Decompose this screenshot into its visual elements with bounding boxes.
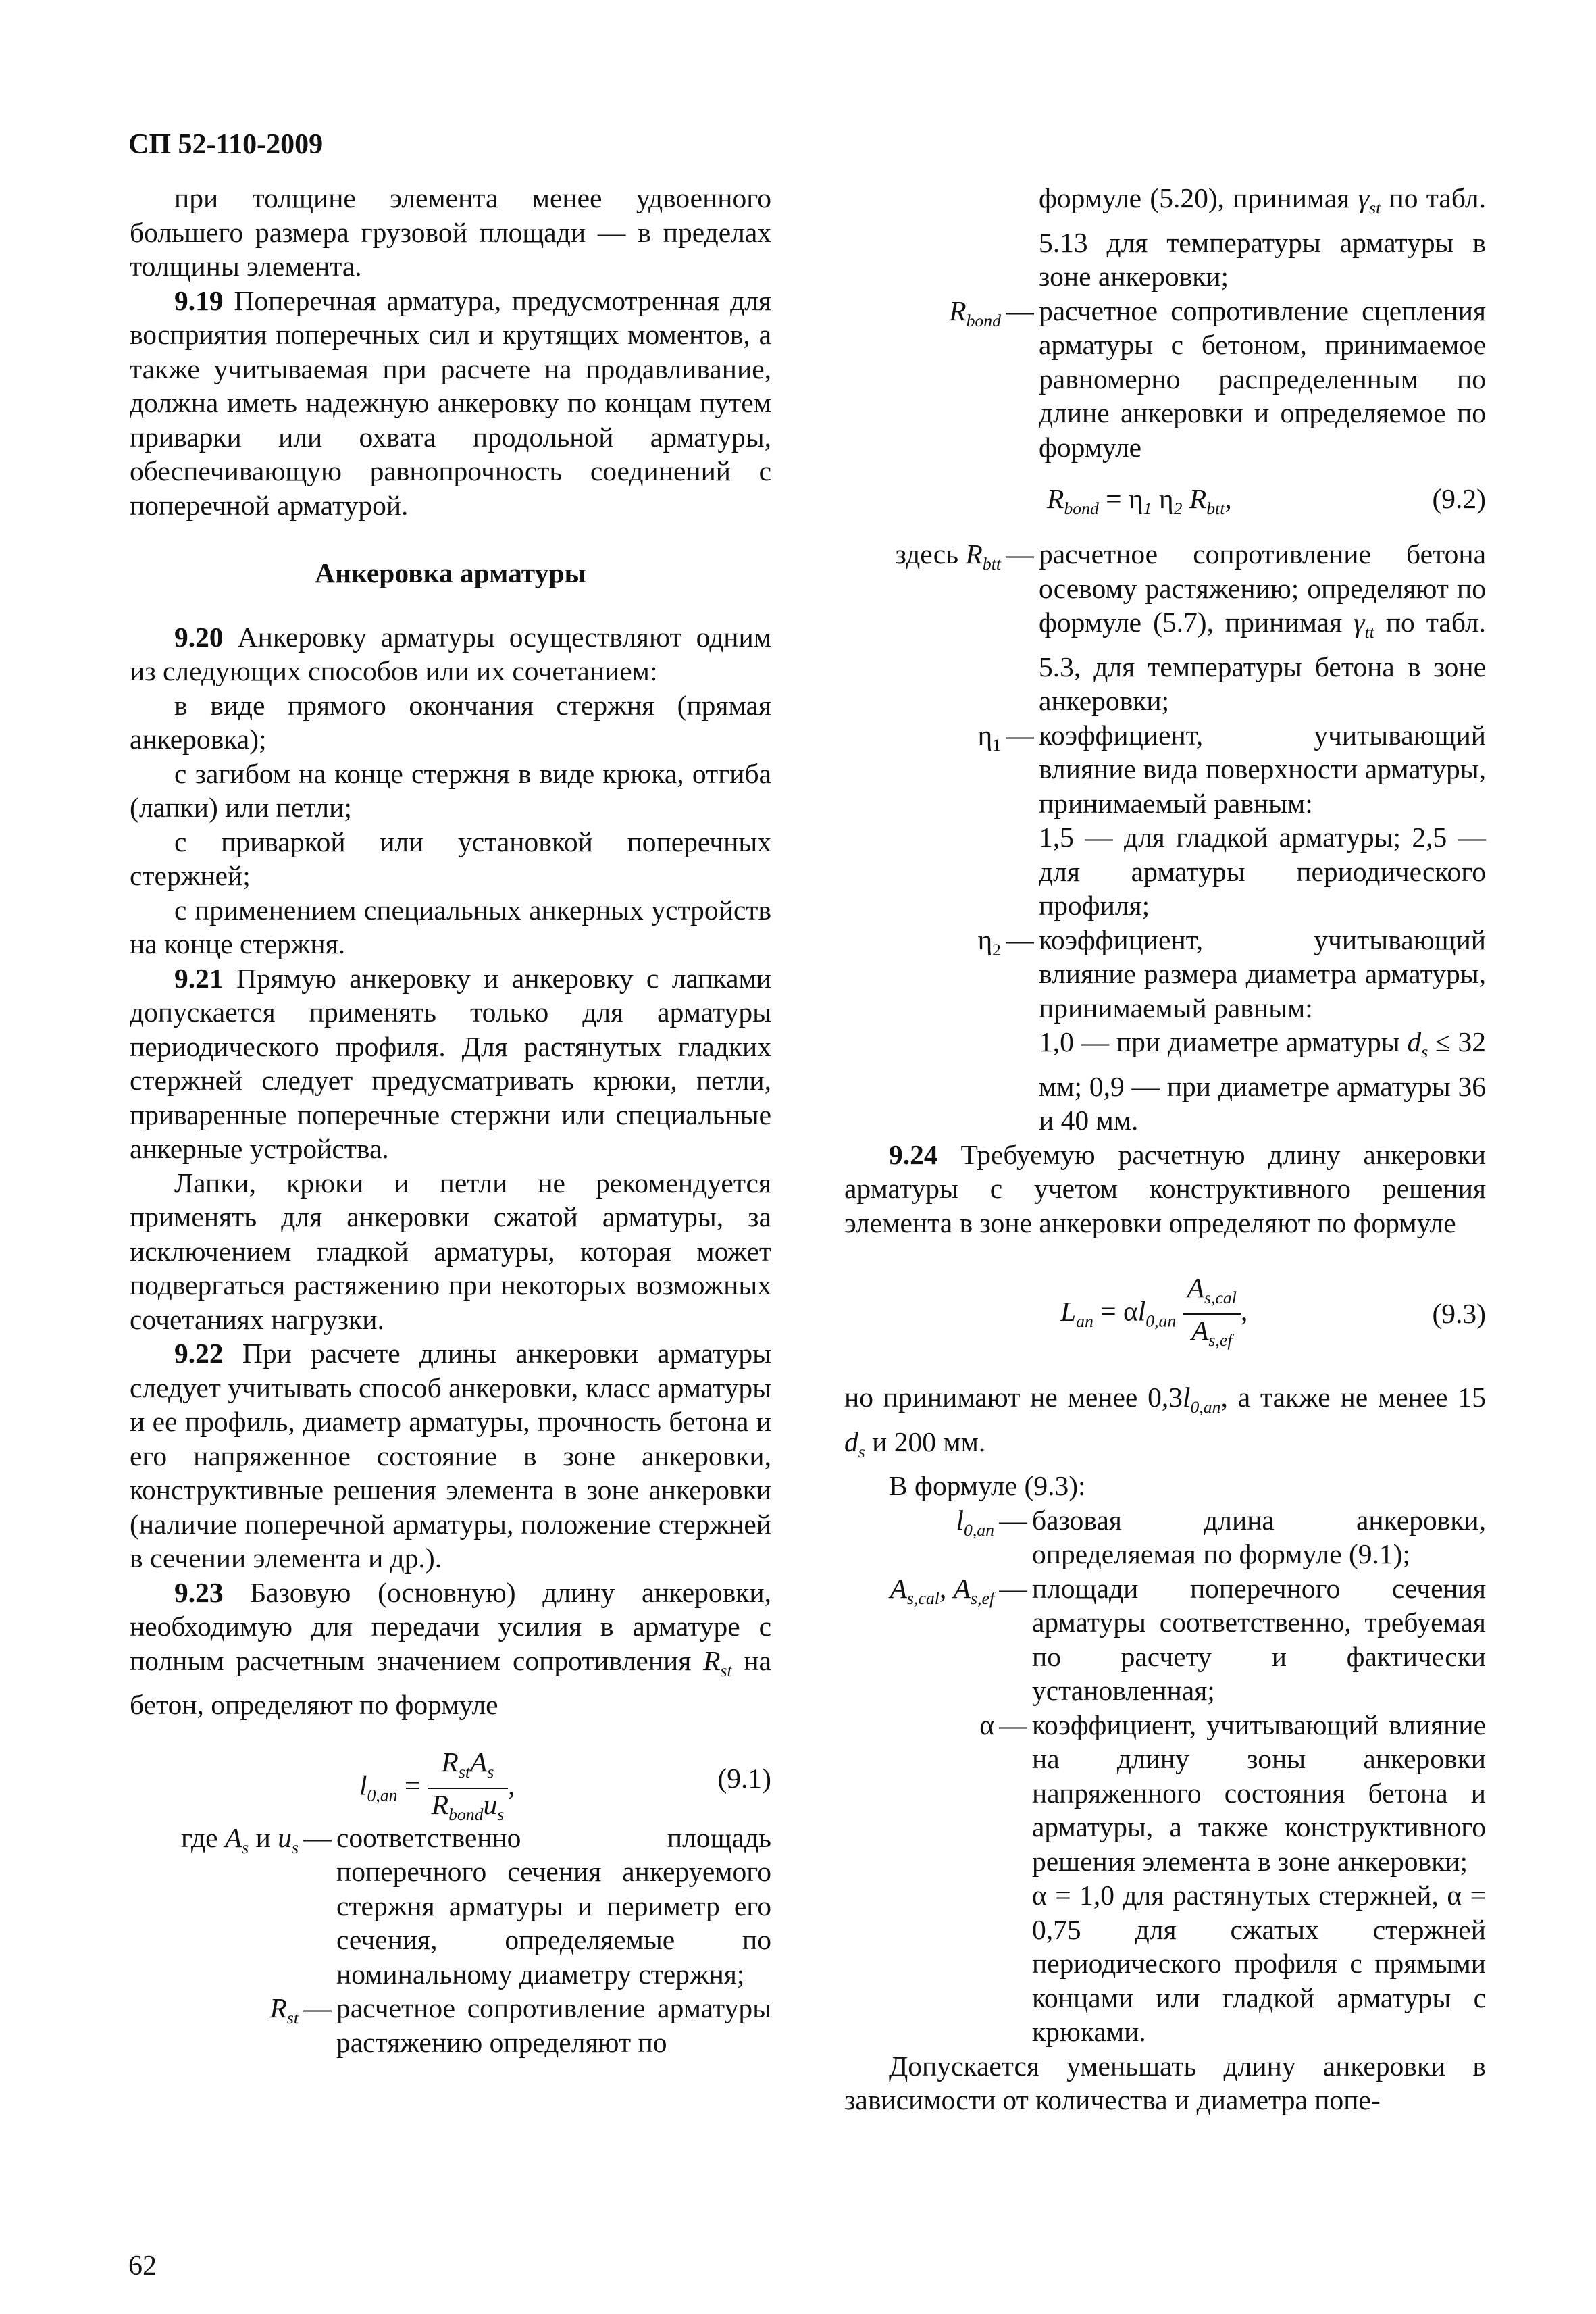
clause-text: Поперечная арматура, предусмотренная для восприятия поперечных сил и крутящих моментов, а также учитываемая при расчете на продавливание, должна иметь надежную анкеровку по концам путем приварки или охвата продольной арматуры, обеспечивающую равнопрочность соединений с поперечной арматурой. [130,284,771,521]
definition-body: расчетное сопротивление бетона осевому растяжению; определяют по формуле (5.7), принимая $\gamma_{tt}$ по табл. 5.3, для температуры бетона в зоне анкеровки; [1039,538,1487,716]
definition-dash: — [999,1572,1027,1604]
left-column [130,181,771,2059]
definition-dash: — [1006,295,1034,326]
list-item: с приваркой или установкой поперечных стержней; [130,826,771,891]
definition-dash: — [303,1821,332,1853]
definition-as-cal-ef [844,1571,1486,1708]
paragraph-final: Допускается уменьшать длину анкеровки в зависимости от количества и диаметра попе- [844,2050,1486,2115]
fraction: $\frac{A_{s,cal}}{A_{s,ef}}$ [1183,1272,1241,1356]
paragraph-continuation: при толщине элемента менее удвоенного большего размера грузовой площади — в пределах толщины элемента. [130,182,771,282]
equation-number: (9.3) [1432,1298,1486,1329]
symbol-rst: $R_{st}$ [703,1644,732,1680]
paragraph-9-21 [130,961,771,1166]
definition-rbond [844,294,1486,465]
formula-9-3 [844,1267,1486,1368]
definition-symbol: $\eta_2$ [977,924,1001,959]
formula-9-1 [130,1734,771,1824]
clause-number: 9.22 [174,1338,224,1369]
paragraph-9-22 [130,1336,771,1576]
definition-dash: — [303,1992,332,2023]
clause-number: 9.23 [174,1576,224,1608]
formula-expression: $R_{bond} = \eta_1$ $\eta_2$ $R_{btt}$, [1047,483,1232,518]
clause-text-end: на бетон, определяют по формуле [130,1644,772,1720]
paragraph-9-20 [130,620,771,688]
clause-number: 9.21 [174,962,224,994]
clause-text: Требуемую расчетную длину анкеровки арматуры с учетом конструктивного решения элемента в зоне анкеровки определяют по формуле [844,1138,1486,1238]
definition-body: соответственно площадь поперечного сечения анкеруемого стержня арматуры и периметр его сечения, определяемые по номинальному диаметру стержня; [336,1821,771,1990]
page-number: 62 [128,2250,157,2282]
definition-alpha [844,1708,1486,2049]
definition-body: коэффициент, учитывающий влияние вида поверхности арматуры, принимаемый равным: 1,5 — для гладкой арматуры; 2,5 — для арматуры периодического профиля; [1039,719,1486,921]
formula-expression: $L_{an} = \alpha l_{0,an}$ $\frac{A_{s,cal}}{A_{s,ef}}$ , [1060,1272,1247,1356]
definition-symbol: где $A_s$ и $u_s$ [181,1821,299,1857]
definition-symbol: $l_{0,an}$ [956,1504,994,1540]
definition-symbol: $R_{bond}$ [949,295,1001,330]
equation-number: (9.2) [1432,483,1486,514]
fraction: $\frac{R_{st}A_s}{R_{bond}u_s}$ [428,1746,509,1830]
clause-text: Анкеровку арматуры осуществляют одним из следующих способов или их сочетанием: [130,621,771,686]
definition-symbol: $A_{s,cal}$, $A_{s,ef}$ [890,1572,994,1608]
document-code-header: СП 52-110-2009 [128,129,324,160]
paragraph-9-21-b: Лапки, крюки и петли не рекомендуется применять для анкеровки сжатой арматуры, за исключением гладкой арматуры, которая может подвергаться растяжению при некоторых возможных сочетаниях нагрузки. [130,1167,771,1335]
definition-l0an [844,1503,1486,1571]
definition-symbol: $R_{st}$ [269,1992,299,2028]
clause-number: 9.20 [174,621,224,653]
definition-body: коэффициент, учитывающий влияние размера диаметра арматуры, принимаемый равным: 1,0 — при диаметре арматуры $d_s \le 32$ мм; 0,9 — при диаметре арматуры 36 и 40 мм. [1039,924,1487,1136]
definition-dash: — [1006,719,1034,751]
definition-body: площади поперечного сечения арматуры соответственно, требуемая по расчету и фактически установленная; [1032,1572,1486,1706]
definition-body: расчетное сопротивление арматуры растяжению определяют по [336,1992,771,2058]
definition-body: базовая длина анкеровки, определяемая по формуле (9.1); [1032,1504,1486,1569]
definition-symbol: α [979,1709,994,1740]
list-item: в виде прямого окончания стержня (прямая анкеровка); [130,689,771,755]
definition-as-us [130,1821,771,1992]
definition-rst [130,1991,771,2059]
definition-body: формуле (5.20), принимая $\gamma_{st}$ по табл. 5.13 для температуры арматуры в зоне анкеровки; [1039,182,1487,292]
formula-expression: $l_{0,an}$ = $\frac{R_{st}A_s}{R_{bond}u_s}$ , [359,1746,515,1830]
paragraph-9-23 [130,1576,771,1722]
definition-symbol: $\eta_1$ [977,719,1001,755]
paragraph-after-9-3: но принимают не менее $0,3l_{0,an}$, а также не менее 15 $d_s$ и 200 мм. [844,1382,1486,1461]
paragraph-9-24 [844,1138,1486,1240]
clause-text: При расчете длины анкеровки арматуры следует учитывать способ анкеровки, класс арматуры и ее профиль, диаметр арматуры, прочность бетона и его напряженное состояние в зоне анкеровки, конструктивные решения элемента в зоне анкеровки (наличие поперечной арматуры, положение стержней в сечении элемента и др.). [130,1338,771,1574]
definition-continuation [844,181,1486,294]
section-heading: Анкеровка арматуры [315,557,586,588]
definition-dash: — [999,1504,1027,1536]
list-item: с применением специальных анкерных устройств на конце стержня. [130,894,771,959]
clause-number: 9.19 [174,284,224,316]
formula-9-2 [844,476,1486,525]
definition-body: коэффициент, учитывающий влияние на длину зоны анкеровки напряженного состояния бетона и арматуры, а также конструктивного решения элемента в зоне анкеровки; α = 1,0 для растянутых стержней, α = 0,75 для сжатых стержней периодического профиля с прямыми концами или гладкой арматуры с крюками. [1032,1709,1486,2047]
clause-number: 9.24 [889,1138,938,1170]
definition-symbol: здесь $R_{btt}$ [895,538,1001,574]
definition-body: расчетное сопротивление сцепления арматуры с бетоном, принимаемое равномерно распределенным по длине анкеровки и определяемое по формуле [1039,295,1486,463]
definition-dash: — [1006,538,1034,570]
equation-number: (9.1) [717,1762,771,1794]
in-formula-line: В формуле (9.3): [889,1470,1086,1501]
clause-text: Прямую анкеровку и анкеровку с лапками допускается применять только для арматуры периодического профиля. Для растянутых гладких стержней следует предусматривать крюки, петли, приваренные поперечные стержни или специальные анкерные устройства. [130,962,771,1164]
definition-eta2 [844,923,1486,1138]
definition-rbtt [844,537,1486,718]
list-item: с загибом на конце стержня в виде крюка, отгиба (лапки) или петли; [130,757,771,823]
definition-eta1 [844,718,1486,923]
clause-text: Базовую (основную) длину анкеровки, необходимую для передачи усилия в арматуре с полным расчетным значением сопротивления [130,1576,771,1676]
definition-dash: — [1006,924,1034,955]
definition-dash: — [999,1709,1027,1740]
right-column [844,181,1486,2117]
paragraph-9-19 [130,284,771,523]
